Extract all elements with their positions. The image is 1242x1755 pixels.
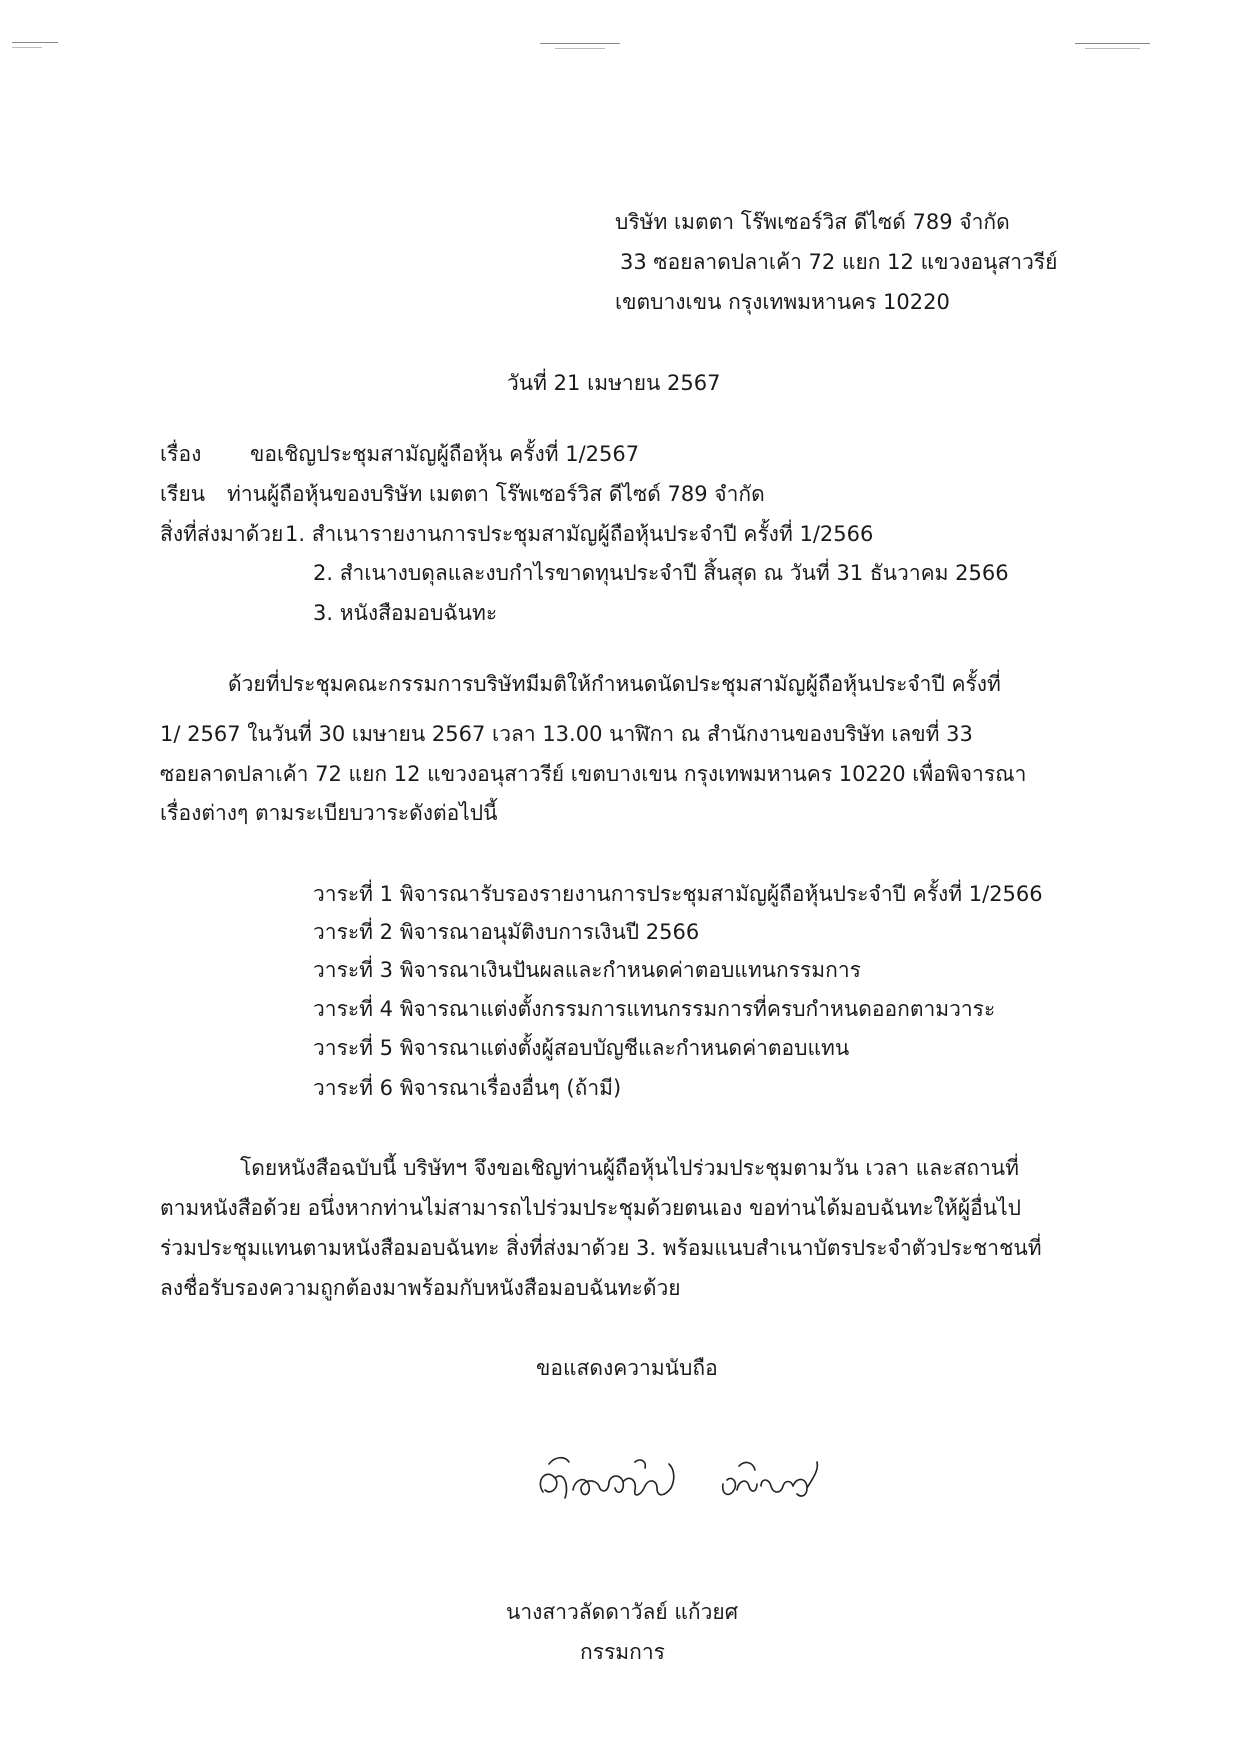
paragraph-2-line-2: ตามหนังสือด้วย อนึ่งหากท่านไม่สามารถไปร่วมประชุมด้วยตนเอง ขอท่านได้มอบฉันทะให้ผู้อื่นไป xyxy=(160,1196,1021,1220)
subject-text: ขอเชิญประชุมสามัญผู้ถือหุ้น ครั้งที่ 1/2567 xyxy=(250,442,640,466)
subject-label: เรื่อง xyxy=(160,442,202,466)
paragraph-1-line-3: ซอยลาดปลาเค้า 72 แยก 12 แขวงอนุสาวรีย์ เขตบางเขน กรุงเทพมหานคร 10220 เพื่อพิจารณา xyxy=(160,762,1027,786)
scan-artifact-left xyxy=(12,42,58,43)
paragraph-2-line-3: ร่วมประชุมแทนตามหนังสือมอบฉันทะ สิ่งที่ส่งมาด้วย 3. พร้อมแนบสำเนาบัตรประจำตัวประชาชนที่ xyxy=(160,1236,1042,1260)
scan-artifact-center-2 xyxy=(555,48,605,49)
paragraph-1-line-4: เรื่องต่างๆ ตามระเบียบวาระดังต่อไปนี้ xyxy=(160,801,498,825)
agenda-item-5: วาระที่ 5 พิจารณาแต่งตั้งผู้สอบบัญชีและกำหนดค่าตอบแทน xyxy=(313,1036,850,1060)
agenda-item-1: วาระที่ 1 พิจารณารับรองรายงานการประชุมสามัญผู้ถือหุ้นประจำปี ครั้งที่ 1/2566 xyxy=(313,882,1043,906)
signer-name: นางสาวลัดดาวัลย์ แก้วยศ xyxy=(506,1600,739,1624)
paragraph-1-line-1: ด้วยที่ประชุมคณะกรรมการบริษัทมีมติให้กำหนดนัดประชุมสามัญผู้ถือหุ้นประจำปี ครั้งที่ xyxy=(228,672,1001,696)
agenda-item-6: วาระที่ 6 พิจารณาเรื่องอื่นๆ (ถ้ามี) xyxy=(313,1076,622,1100)
enclosure-item-1: 1. สำเนารายงานการประชุมสามัญผู้ถือหุ้นประจำปี ครั้งที่ 1/2566 xyxy=(285,522,874,546)
enclosure-item-3: 3. หนังสือมอบฉันทะ xyxy=(313,601,498,625)
company-address-line-1: 33 ซอยลาดปลาเค้า 72 แยก 12 แขวงอนุสาวรีย์ xyxy=(620,250,1058,274)
letter-date: วันที่ 21 เมษายน 2567 xyxy=(507,371,721,395)
scan-artifact-left-2 xyxy=(12,47,42,48)
paragraph-2-line-4: ลงชื่อรับรองความถูกต้องมาพร้อมกับหนังสือมอบฉันทะด้วย xyxy=(160,1276,681,1300)
signer-title: กรรมการ xyxy=(580,1640,665,1664)
scan-artifact-center xyxy=(540,43,620,44)
agenda-item-3: วาระที่ 3 พิจารณาเงินปันผลและกำหนดค่าตอบแทนกรรมการ xyxy=(313,958,861,982)
recipient-label: เรียน xyxy=(160,482,206,506)
company-name: บริษัท เมตตา โร๊พเซอร์วิส ดีไซด์ 789 จำกัด xyxy=(615,210,1010,234)
company-address-line-2: เขตบางเขน กรุงเทพมหานคร 10220 xyxy=(615,290,950,314)
signature xyxy=(525,1440,825,1530)
agenda-item-2: วาระที่ 2 พิจารณาอนุมัติงบการเงินปี 2566 xyxy=(313,920,700,944)
scan-artifact-right xyxy=(1075,43,1150,44)
scan-artifact-right-2 xyxy=(1085,48,1140,49)
agenda-item-4: วาระที่ 4 พิจารณาแต่งตั้งกรรมการแทนกรรมการที่ครบกำหนดออกตามวาระ xyxy=(313,997,996,1021)
enclosures-label: สิ่งที่ส่งมาด้วย xyxy=(160,522,284,546)
paragraph-2-line-1: โดยหนังสือฉบับนี้ บริษัทฯ จึงขอเชิญท่านผู้ถือหุ้นไปร่วมประชุมตามวัน เวลา และสถานที่ xyxy=(240,1156,1019,1180)
enclosure-item-2: 2. สำเนางบดุลและงบกำไรขาดทุนประจำปี สิ้นสุด ณ วันที่ 31 ธันวาคม 2566 xyxy=(313,561,1009,585)
closing-phrase: ขอแสดงความนับถือ xyxy=(536,1356,718,1380)
paragraph-1-line-2: 1/ 2567 ในวันที่ 30 เมษายน 2567 เวลา 13.00 นาฬิกา ณ สำนักงานของบริษัท เลขที่ 33 xyxy=(160,722,973,746)
recipient-text: ท่านผู้ถือหุ้นของบริษัท เมตตา โร๊พเซอร์วิส ดีไซด์ 789 จำกัด xyxy=(227,482,765,506)
